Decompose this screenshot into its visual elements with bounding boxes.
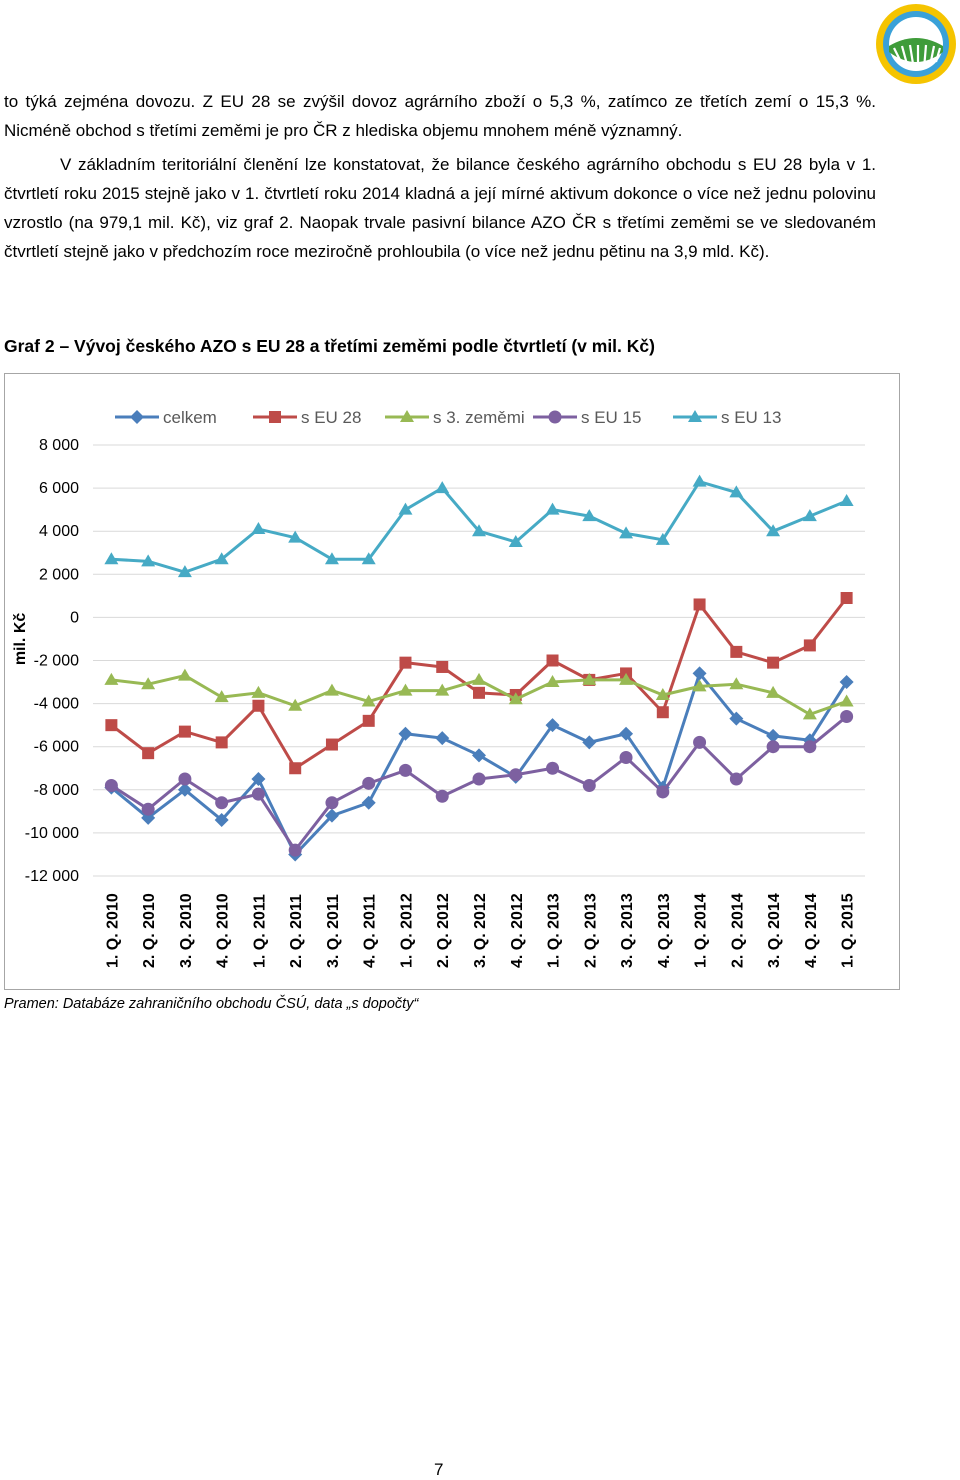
line-chart-frame bbox=[4, 373, 900, 990]
body-paragraph-2-text: V základním teritoriální členění lze konstatovat, že bilance českého agrárního obchodu s EU 28 byla v 1. čtvrtletí roku 2015 stejně jako v 1. čtvrtletí roku 2014 kladná a její mírné aktivum dokonce o více než jednu polovinu vzrostlo (na 979,1 mil. Kč), viz graf 2. Naopak trvale pasivní bilance AZO ČR s třetími zeměmi se ve sledovaném čtvrtletí stejně jako v předchozím roce meziročně prohloubila (o více než jednu pětinu na 3,9 mld. Kč). bbox=[4, 155, 876, 261]
x-tick-label: 1. Q. 2015 bbox=[839, 893, 857, 968]
x-tick-label: 2. Q. 2010 bbox=[141, 893, 159, 968]
data-point bbox=[473, 773, 486, 786]
data-point bbox=[472, 748, 486, 762]
legend-label: s EU 13 bbox=[721, 408, 782, 427]
data-point bbox=[435, 731, 449, 745]
source-note: Pramen: Databáze zahraničního obchodu ČSÚ, data „s dopočty“ bbox=[4, 996, 419, 1012]
x-tick-label: 3. Q. 2010 bbox=[177, 893, 195, 968]
data-point bbox=[215, 796, 228, 809]
page-number: 7 bbox=[434, 1460, 444, 1479]
data-point bbox=[840, 694, 854, 706]
data-point bbox=[546, 762, 559, 775]
y-tick-label: -12 000 bbox=[24, 868, 79, 885]
data-point bbox=[252, 700, 264, 712]
data-point bbox=[179, 726, 191, 738]
data-point bbox=[840, 710, 853, 723]
data-point bbox=[363, 715, 375, 727]
x-tick-label: 4. Q. 2011 bbox=[361, 894, 379, 968]
x-tick-label: 4. Q. 2013 bbox=[655, 893, 673, 968]
data-point bbox=[398, 503, 412, 515]
data-point bbox=[178, 773, 191, 786]
line-chart bbox=[5, 374, 899, 989]
data-point bbox=[804, 639, 816, 651]
data-point bbox=[582, 735, 596, 749]
data-point bbox=[767, 740, 780, 753]
data-point bbox=[547, 655, 559, 667]
data-point bbox=[104, 673, 118, 685]
data-point bbox=[730, 646, 742, 658]
data-point bbox=[436, 661, 448, 673]
data-point bbox=[251, 522, 265, 534]
legend-label: celkem bbox=[163, 408, 217, 427]
data-point bbox=[326, 739, 338, 751]
data-point bbox=[362, 777, 375, 790]
data-point bbox=[840, 675, 854, 689]
data-point bbox=[216, 736, 228, 748]
x-tick-label: 2. Q. 2012 bbox=[435, 893, 453, 968]
y-tick-label: -2 000 bbox=[33, 652, 79, 670]
legend-label: s EU 15 bbox=[581, 408, 642, 427]
data-point bbox=[730, 773, 743, 786]
x-tick-label: 1. Q. 2013 bbox=[545, 893, 563, 968]
data-point bbox=[473, 687, 485, 699]
data-point bbox=[142, 747, 154, 759]
y-tick-label: 2 000 bbox=[38, 566, 79, 584]
chart-caption: Graf 2 – Vývoj českého AZO s EU 28 a třetími zeměmi podle čtvrtletí (v mil. Kč) bbox=[4, 336, 655, 356]
y-tick-label: 6 000 bbox=[38, 480, 79, 498]
data-point bbox=[289, 762, 301, 774]
data-point bbox=[546, 503, 560, 515]
legend-marker bbox=[269, 411, 281, 423]
data-point bbox=[436, 790, 449, 803]
x-tick-label: 1. Q. 2010 bbox=[104, 893, 122, 968]
y-tick-label: 4 000 bbox=[38, 523, 79, 541]
legend-label: s 3. zeměmi bbox=[433, 408, 525, 427]
y-tick-label: 0 bbox=[70, 609, 79, 627]
y-axis-title: mil. Kč bbox=[12, 612, 29, 666]
data-point bbox=[694, 598, 706, 610]
y-tick-label: -6 000 bbox=[33, 738, 79, 756]
data-point bbox=[142, 803, 155, 816]
x-tick-label: 1. Q. 2011 bbox=[251, 894, 269, 968]
data-point bbox=[693, 736, 706, 749]
agriculture-field-sun-logo bbox=[874, 2, 958, 86]
data-point bbox=[840, 494, 854, 506]
data-point bbox=[693, 475, 707, 487]
x-tick-label: 4. Q. 2010 bbox=[214, 893, 232, 968]
data-point bbox=[325, 684, 339, 696]
data-point bbox=[657, 706, 669, 718]
data-point bbox=[767, 657, 779, 669]
x-tick-label: 1. Q. 2012 bbox=[398, 893, 416, 968]
data-point bbox=[656, 785, 669, 798]
data-point bbox=[362, 796, 376, 810]
y-tick-label: -10 000 bbox=[24, 824, 79, 842]
x-tick-label: 4. Q. 2012 bbox=[508, 893, 526, 968]
x-tick-label: 1. Q. 2014 bbox=[692, 893, 710, 968]
x-tick-label: 3. Q. 2013 bbox=[619, 893, 637, 968]
y-tick-label: -8 000 bbox=[33, 781, 79, 799]
x-tick-label: 2. Q. 2013 bbox=[582, 893, 600, 968]
y-tick-label: 8 000 bbox=[38, 437, 79, 454]
x-tick-label: 2. Q. 2014 bbox=[729, 893, 747, 968]
data-point bbox=[620, 751, 633, 764]
data-point bbox=[398, 727, 412, 741]
data-point bbox=[178, 669, 192, 681]
data-point bbox=[435, 481, 449, 493]
legend-marker bbox=[549, 411, 562, 424]
data-point bbox=[289, 844, 302, 857]
data-point bbox=[841, 592, 853, 604]
x-tick-label: 3. Q. 2014 bbox=[766, 893, 784, 968]
data-point bbox=[472, 673, 486, 685]
data-point bbox=[252, 788, 265, 801]
x-tick-label: 2. Q. 2011 bbox=[288, 894, 306, 968]
legend-marker bbox=[130, 410, 144, 424]
body-paragraph-2 bbox=[4, 150, 876, 266]
data-point bbox=[105, 719, 117, 731]
data-point bbox=[509, 768, 522, 781]
data-point bbox=[399, 764, 412, 777]
x-tick-label: 4. Q. 2014 bbox=[802, 893, 820, 968]
y-tick-label: -4 000 bbox=[33, 695, 79, 713]
data-point bbox=[399, 657, 411, 669]
data-point bbox=[251, 686, 265, 698]
body-paragraph-1: to týká zejména dovozu. Z EU 28 se zvýšil dovoz agrárního zboží o 5,3 %, zatímco ze třetích zemí o 15,3 %. Nicméně obchod s třetími zeměmi je pro ČR z hlediska objemu mnohem méně významný. bbox=[4, 92, 876, 140]
data-point bbox=[803, 740, 816, 753]
data-point bbox=[105, 779, 118, 792]
x-tick-label: 3. Q. 2012 bbox=[472, 893, 489, 968]
x-tick-label: 3. Q. 2011 bbox=[324, 894, 342, 968]
legend-label: s EU 28 bbox=[301, 408, 362, 427]
data-point bbox=[583, 779, 596, 792]
data-point bbox=[325, 796, 338, 809]
